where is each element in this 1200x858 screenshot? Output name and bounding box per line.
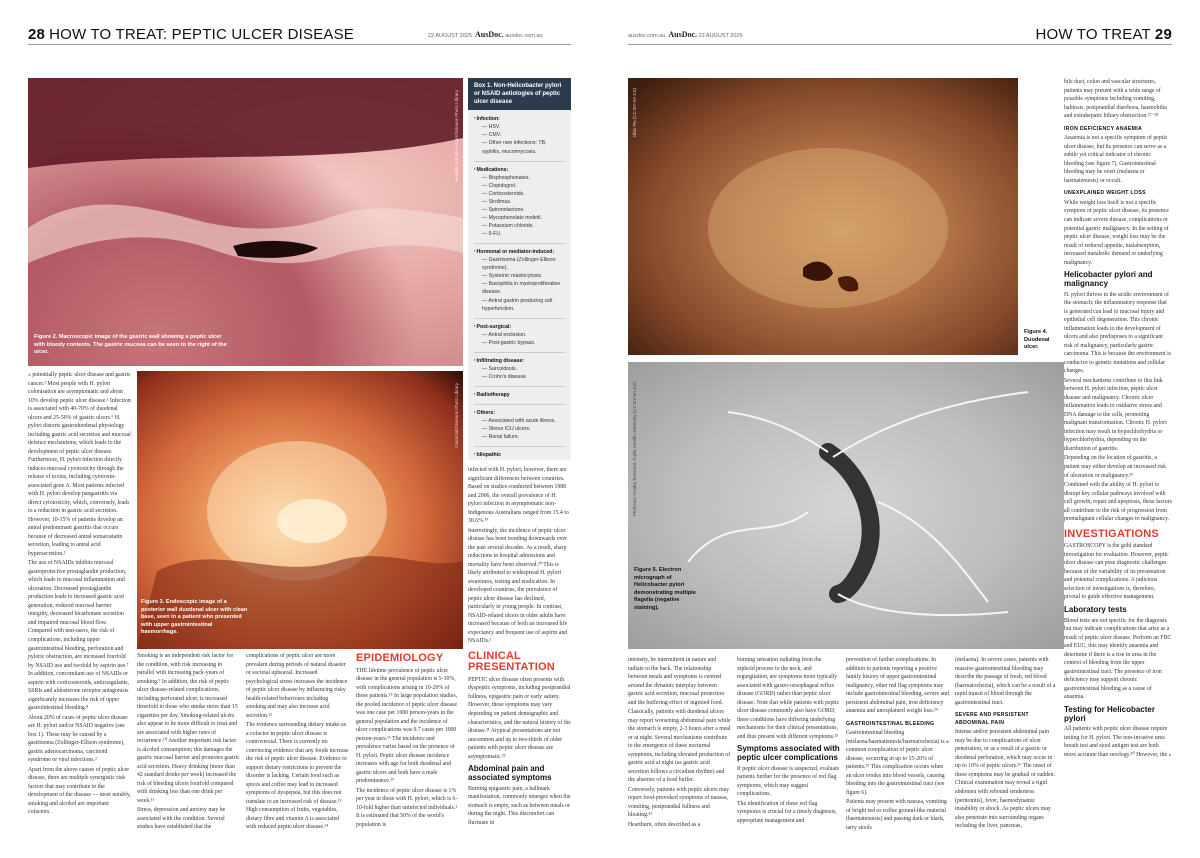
paragraph: Classically, patients with duodenal ulcers may report worsening abdominal pain while the stomach is empty, 2-3 hours after a meal or at night. Several mechanisms contribute to the emergence of these nocturnal symptoms, including elevated production of gastric acid at night (as gastric acid secretion follows a circadian rhythm) and the absence of a food buffer. bbox=[628, 709, 731, 784]
box-1-item: — Sirolimus. bbox=[474, 198, 565, 206]
paragraph: While weight loss itself is not a specific symptom of peptic ulcer disease, its presence can indicate severe disease, complications or potential gastric malignancy. In the setting of peptic ulcer disease, weight loss may be the result of reduced appetite, malabsorption, increased metabolic demand or underlying malignancy. bbox=[1064, 199, 1169, 266]
paragraph: H. pylori thrives in the acidic environment of the stomach; the inflammatory response that is generated can lead to mucosal injury and epithelial cell degeneration. This chronic inflammation leads to the development of ulcers and also predisposes to a significant risk of malignancy, particularly gastric carcinoma. This is because the environment is conducive to genetic mutations and cellular changes. bbox=[1064, 291, 1171, 375]
paragraph: Combined with the ability of H. pylori to disrupt key cellular pathways involved with cell growth, repair and apoptosis, these factors all contribute to the risk of progression from premalignant cellular changes to malignancy. bbox=[1064, 482, 1172, 523]
box-1-item: — 5-FU. bbox=[474, 230, 565, 238]
left-header-rule bbox=[28, 44, 571, 45]
column-1 bbox=[28, 371, 131, 841]
box-1-item: — Potassium chloride. bbox=[474, 222, 565, 230]
box-1-divider bbox=[474, 243, 565, 244]
left-header-meta bbox=[428, 30, 543, 39]
box-1-section bbox=[474, 409, 565, 441]
box-1-title: Box 1. Non-Helicobacter pylori or NSAID aetiologies of peptic ulcer disease bbox=[468, 78, 571, 110]
paragraph: Patients may present with nausea, vomiting of bright red or coffee ground-like material (haematemesis) and passing dark or black, tarry stools bbox=[846, 799, 947, 831]
box-1-divider bbox=[474, 352, 565, 353]
heading-iron-deficiency: IRON DEFICIENCY ANAEMIA bbox=[1064, 125, 1143, 132]
box-1-item: — Bisphosphonates. bbox=[474, 174, 565, 182]
box-1-body bbox=[468, 110, 571, 469]
paragraph: Depending on the location of gastritis, a patient may either develop an increased risk of ulceration or malignancy.²⁹ bbox=[1064, 455, 1167, 479]
paragraph: Apart from the above causes of peptic ulcer disease, there are multiple synergistic risk factors that may contribute to the development of the disease — most notably, smoking and alcohol are important cofactors. bbox=[28, 766, 131, 816]
figure-5-image bbox=[628, 362, 1064, 649]
paragraph: The identification of these red flag symptoms is crucial for a timely diagnosis, appropriate management and bbox=[737, 800, 837, 824]
heading-hpylori-malignancy: Helicobacter pylori and malignancy bbox=[1064, 270, 1153, 288]
box-1-section-title: ▪ Medications: bbox=[474, 166, 565, 174]
right-header-meta bbox=[628, 30, 743, 39]
box-1-item: — Antral gastrin producing cell hyperfunction. bbox=[474, 297, 565, 313]
paragraph: infected with H. pylori; however, there are significant differences between countries. Based on studies conducted between 1988 and 2006, the overall prevalence of H. pylori infection in asymptomatic non-Indigenous Australians ranged from 15.4 to 30.6%.¹⁹ bbox=[468, 467, 569, 525]
box-1-section-title: ▪ Infiltrating disease: bbox=[474, 357, 565, 365]
box-1-divider bbox=[474, 318, 565, 319]
heading-clinical-presentation: CLINICAL PRESENTATION bbox=[468, 649, 555, 674]
box-1-item: — Clopidogrel. bbox=[474, 182, 565, 190]
column-2 bbox=[137, 652, 240, 842]
left-brand: AusDoc. bbox=[475, 30, 504, 39]
figure-4-credit: Ohio Pix (CC BY-SA 3.0) bbox=[632, 88, 637, 138]
box-1-section bbox=[474, 357, 565, 381]
figure-4-image bbox=[628, 78, 1018, 355]
right-header-date: 22 AUGUST 2025 bbox=[698, 33, 743, 39]
right-section-title: HOW TO TREAT bbox=[1035, 26, 1151, 43]
box-1-section-title: ▪ Hormonal or mediator-induced: bbox=[474, 248, 565, 256]
heading-laboratory-tests: Laboratory tests bbox=[1064, 604, 1127, 614]
paragraph: complications of peptic ulcer are more prevalent during periods of natural disaster or societal upheaval. Increased psychological stress increases the incidence of peptic ulcer disease by influencing risky health-related behaviours including smoking and may also increase acid secretion.¹² bbox=[246, 653, 348, 719]
column-4 bbox=[356, 648, 460, 842]
column-7 bbox=[737, 656, 840, 842]
left-page-number: 28 bbox=[28, 26, 46, 43]
paragraph: (melaena). In severe cases, patients with massive gastrointestinal bleeding may describe the passage of fresh, red blood (haematochezia), which can be a result of a rapid transit of blood through the gastrointestinal tract. bbox=[955, 657, 1056, 706]
box-1-section-title: ▪ Others: bbox=[474, 409, 565, 417]
paragraph: GASTROSCOPY is the gold standard investigation for evaluation. However, peptic ulcer disease can pose diagnostic challenges because of the variability of its presentation and potential complications. A judicious selection of investigations is, therefore, pivotal to guide effective management. bbox=[1064, 543, 1169, 601]
paragraph: About 20% of cases of peptic ulcer disease are H. pylori and/or NSAID negative (see box 1). These may be caused by a gastrinoma (Zollinger-Ellison syndrome), gastric adenocarcinoma, carcinoid syndrome or viral infections.² bbox=[28, 714, 128, 764]
box-1-item: — Antral exclusion. bbox=[474, 331, 565, 339]
box-1-divider bbox=[474, 161, 565, 162]
box-1-item: — Associated with acute illness. bbox=[474, 417, 565, 425]
heading-testing-hpylori: Testing for Helicobacter pylori bbox=[1064, 704, 1155, 723]
heading-investigations: INVESTIGATIONS bbox=[1064, 527, 1159, 540]
box-1-section-title: ▪ Radiotherapy bbox=[474, 391, 565, 399]
right-page-number: 29 bbox=[1154, 26, 1172, 43]
box-1-item: — Corticosteroids. bbox=[474, 190, 565, 198]
right-brand: AusDoc. bbox=[668, 30, 698, 39]
column-10 bbox=[1064, 78, 1172, 842]
paragraph: The use of NSAIDs inhibits mucosal gastroprotective prostaglandin production, which leads to mucosal inflammation and ulceration. Decreased prostaglandin production leads to increased gastric acid generation, reduced mucosal barrier integrity, decreased bicarbonate secretion and impaired mucosal blood flow. Compared with non-users, the risk of complications, including upper gastrointestinal bleeding, perforation and pyloric obstruction, are increased fourfold by NSAID use and twofold by aspirin use.⁷ In addition, concomitant use of NSAIDs or aspirin with corticosteroids, anticoagulants, SSRIs and aldosterone receptor antagonists significantly increases the risk of upper gastrointestinal bleeding.⁸ bbox=[28, 560, 129, 712]
figure-5-credit: Professor Yutaka Tsutsumi, Fujita Health University (CC BY-SA 4.0) bbox=[632, 382, 637, 517]
box-1-section bbox=[474, 248, 565, 313]
paragraph: Interestingly, the incidence of peptic ulcer disease has been trending downwards over the past several decades. As a result, sharp reductions in hospital admissions and mortality have been observed.²⁰ This is likely attributed to widespread H. pylori awareness, testing and eradication. In developed countries, the prevalence of peptic ulcer disease has declined, particularly in young people. In contrast, NSAID-related ulcers in older adults have increased because of both an increased life expectancy and frequent use of aspirin and NSAIDs.² bbox=[468, 527, 568, 645]
heading-severe-pain: SEVERE AND PERSISTENT ABDOMINAL PAIN bbox=[955, 712, 1029, 726]
box-1-aetiologies bbox=[468, 78, 571, 460]
right-site: ausdoc.com.au bbox=[628, 33, 666, 39]
column-6 bbox=[628, 656, 731, 842]
box-1-item: — HSV. bbox=[474, 123, 565, 131]
box-1-item: — Spironolactone. bbox=[474, 206, 565, 214]
left-section-title: HOW TO TREAT: PEPTIC ULCER DISEASE bbox=[49, 26, 355, 43]
box-1-item: — Mycophenolate mofetil. bbox=[474, 214, 565, 222]
heading-gi-bleeding: GASTROINTESTINAL BLEEDING bbox=[846, 720, 935, 727]
box-1-section bbox=[474, 166, 565, 239]
box-1-divider bbox=[474, 404, 565, 405]
figure-2-caption: Figure 2. Macroscopic image of the gastric wall showing a peptic ulcer with bloody contents. The gastric mucosa can be seen to the right of the ulcer. bbox=[34, 334, 227, 356]
paragraph: Conversely, patients with peptic ulcers may report food-provoked symptoms of nausea, vomiting, postprandial fullness and bloating.²³ bbox=[628, 786, 730, 819]
box-1-item: — Crohn's disease. bbox=[474, 373, 565, 381]
paragraph: Burning epigastric pain, a hallmark manifestation, commonly emerges when the stomach is empty, such as between meals or during the night. This discomfort can fluctuate in bbox=[468, 785, 571, 826]
paragraph: Stress, depression and anxiety may be associated with the condition. Several studies have established that the bbox=[137, 807, 226, 831]
box-1-section bbox=[474, 115, 565, 155]
paragraph: « potentially peptic ulcer disease and gastric cancer.¹ Most people with H. pylori colonisation are asymptomatic and about 10% develop peptic ulcer disease.¹ Infection is associated with 40-70% of duodenal ulcers and 25-50% of gastric ulcers.⁶ H. pylori distorts gastroduodenal physiology including gastric acid secretion and mucosal defence mechanisms, which leads to the development of peptic ulcer disease. Furthermore, H. pylori infection directly induces mucosal cytotoxicity through the release of toxins, including cytotoxin-associated gene A. Most patients infected with H. pylori develop pangastritis via direct cytotoxicity, which, conversely, leads to a reduction in gastric acid secretion. However, 10-15% of patients develop an antral predominant gastritis that occurs because of decreased antral somatostatin secretion, leading to antral acid hypersecretion.² bbox=[28, 372, 131, 557]
right-header-rule bbox=[628, 44, 1172, 45]
box-1-item: — Systemic mastocytosis. bbox=[474, 272, 565, 280]
box-1-section-title: ▪ Post-surgical: bbox=[474, 323, 565, 331]
box-1-section bbox=[474, 391, 565, 399]
heading-abdominal-pain: Abdominal pain and associated symptoms bbox=[468, 764, 552, 782]
box-1-section bbox=[474, 323, 565, 347]
box-1-item: — Renal failure. bbox=[474, 433, 565, 441]
box-1-item: — Sarcoidosis. bbox=[474, 365, 565, 373]
heading-weight-loss: UNEXPLAINED WEIGHT LOSS bbox=[1064, 190, 1146, 197]
paragraph: intensity, be intermittent in nature and radiate to the back. The relationship between meals and symptoms is centred around the dynamic interplay between gastric acid secretion, mucosal protection and the buffering effect of ingested food. bbox=[628, 657, 725, 706]
paragraph: Anaemia is not a specific symptom of peptic ulcer disease, but its presence can serve as a subtle yet critical indicator of chronic bleeding (see figure 7). Gastrointestinal bleeding may be overt (melaena or haematemesis) or occult. bbox=[1064, 135, 1168, 184]
box-1-item: — Post-gastric bypass. bbox=[474, 339, 565, 347]
left-header-date: 22 AUGUST 2025 bbox=[428, 33, 472, 39]
left-site: ausdoc.com.au bbox=[505, 33, 543, 39]
column-9 bbox=[955, 656, 1058, 842]
column-3 bbox=[246, 652, 349, 842]
paragraph: Blood tests are not specific for the diagnosis but may indicate complications that arise as a result of peptic ulcer disease. Perform an FBC and EUC, this may identify anaemia and determine if there is a rise in urea in the context of bleeding from the upper gastrointestinal tract. The presence of iron deficiency may support chronic gastrointestinal bleeding as a cause of anaemia. bbox=[1064, 617, 1172, 701]
box-1-item: — Gastrinoma (Zollinger-Ellison syndrome). bbox=[474, 256, 565, 272]
figure-3-image bbox=[137, 371, 463, 649]
figure-3-caption: Figure 3. Endoscopic image of a posterior wall duodenal ulcer with clean base, seen in a patient who presented with upper gastrointestinal haemorrhage. bbox=[141, 599, 248, 636]
box-1-divider bbox=[474, 446, 565, 447]
figure-2-credit: Hendrik Schulze-Koops/Science Photo Library bbox=[454, 90, 459, 183]
paragraph: The evidence surrounding dietary intake as a cofactor in peptic ulcer disease is controversial. There is currently no convincing evidence that any foods increase the risk of peptic ulcer disease. Evidence to support dietary restrictions to prevent the disorder is lacking. Certain food such as spices and coffee may lead to increased symptoms of dyspepsia, but this does not translate to an increased risk of disease.¹³ High consumption of fruits, vegetables, dietary fibre and vitamin A is associated with reduced peptic ulcer disease.¹⁴ bbox=[246, 722, 349, 831]
figure-3-credit: Gastrolab/Science Photo Library bbox=[454, 383, 459, 448]
paragraph: Intense and/or persistent abdominal pain may be due to complications of ulcer penetration, or as a result of a gastric or duodenal perforation, which may occur in up to 10% of peptic ulcers.²⁶ The onset of these symptoms may be gradual or sudden. Clinical examination may reveal a rigid abdomen with rebound tenderness (peritonitis), fever, haemodynamic instability or shock. As peptic ulcers may also penetrate into surrounding organs including the liver, pancreas, bbox=[955, 729, 1055, 830]
figure-5-caption: Figure 5. Electron micrograph of Helicobacter pylori demonstrating multiple flagella (negative staining). bbox=[634, 567, 696, 611]
box-1-item: — Other rare infections: TB, syphilis, mucormycosis. bbox=[474, 139, 565, 155]
box-1-item: — Stress ICU ulcers. bbox=[474, 425, 565, 433]
box-1-section-title: ▪ Infection: bbox=[474, 115, 565, 123]
paragraph: The incidence of peptic ulcer disease is 1% per year in those with H. pylori, which is 6-10-fold higher than uninfected individuals.¹ It is estimated that 50% of the world's population is bbox=[356, 787, 458, 828]
box-1-section bbox=[474, 451, 565, 459]
paragraph: Smoking is an independent risk factor for the condition, with risk increasing in parallel with increasing pack-years of smoking.⁹ In addition, the risk of peptic ulcer disease-related complications, including perforated ulcer, is increased threefold in those who smoke more than 15 cigarettes per day. Smoking-related ulcers also appear to be more difficult to treat and are associated with higher rates of recurrence.¹⁰ Another important risk factor is alcohol consumption; this damages the gastric mucosal barrier and promotes gastric acid secretion. Heavy drinking (more than 42 standard drinks per week) increased the risk of bleeding ulcers fourfold compared with drinking less than one drink per week.¹¹ bbox=[137, 653, 240, 804]
paragraph: All patients with peptic ulcer disease require testing for H. pylori. The non-invasive urea breath test and stool antigen test are both more accurate than serology.³⁰ However, the » bbox=[1064, 726, 1172, 758]
right-page-header bbox=[1035, 26, 1172, 43]
figure-4-caption: Figure 4. Duodenal ulcer. bbox=[1024, 329, 1050, 351]
box-1-item: — Basophilia in myeloproliferative disease. bbox=[474, 280, 565, 296]
ulcer-illustration bbox=[28, 78, 463, 366]
column-5 bbox=[468, 466, 571, 842]
paragraph: Heartburn, often described as a bbox=[628, 821, 701, 828]
paragraph: Several mechanisms contribute to this link between H. pylori infection, peptic ulcer disease and malignancy. Chronic ulcer inflammation leads to oxidative stress and DNA damage to the cells, promoting malignant transformation. Chronic H. pylori infection may result in hypochlorhydria or hyperchlorhydria, depending on the distribution of gastritis. bbox=[1064, 377, 1167, 452]
figure-2-image bbox=[28, 78, 463, 366]
paragraph: burning sensation radiating from the xiphoid process to the neck, and regurgitation, are symptoms more typically associated with gastro-oesophageal reflux disease (GORD) rather than peptic ulcer disease. Note that while patients with peptic ulcer disease commonly also have GORD, these conditions have differing underlying mechanisms for their clinical presentations, and thus present with different symptoms.²³ bbox=[737, 657, 840, 740]
paragraph: bile duct, colon and vascular structures, patients may present with a wide range of possible symptoms including vomiting, halitosis, postprandial diarrhoea, haemobilia and extrahepatic biliary obstruction.²⁷⁻²⁸ bbox=[1064, 79, 1167, 120]
paragraph: prevention of further complications. In addition to patients reporting a positive family history of upper gastrointestinal malignancy, other red flag symptoms may include gastrointestinal bleeding, severe and persistent abdominal pain, iron deficiency anaemia and unexplained weight loss.²⁴ bbox=[846, 657, 949, 715]
paragraph: PEPTIC ulcer disease often presents with dyspeptic symptoms, including postprandial fullness, epigastric pain or early satiety. However, these symptoms may vary depending on patient demographic and characteristics, and the natural history of the disease.²¹ Atypical presentations are not uncommon and up to two-thirds of older patients with peptic ulcer disease are asymptomatic.²² bbox=[468, 676, 571, 760]
paragraph: THE lifetime prevalence of peptic ulcer disease in the general population is 5-10%, with complications arising in 10-20% of these patients.¹⁵ In large population studies, the pooled incidence of peptic ulcer disease was one case per 1000 person-years in the general population and the incidence of ulcer complications was 0.7 cases per 1000 person-years.¹⁶ The incidence and prevalence varies based on the presence of H. pylori. Peptic ulcer disease incidence increases with age for both duodenal and gastric ulcers and both have a male predominance.¹⁶ bbox=[356, 667, 458, 785]
paragraph: If peptic ulcer disease is suspected, evaluate patients further for the presence of red flag symptoms, which may suggest complications. bbox=[737, 765, 840, 798]
heading-epidemiology: EPIDEMIOLOGY bbox=[356, 652, 444, 664]
column-8 bbox=[846, 656, 949, 842]
heading-complications: Symptoms associated with peptic ulcer complications bbox=[737, 744, 840, 762]
left-page-header bbox=[28, 26, 354, 43]
duodenal-ulcer-illustration bbox=[628, 78, 1018, 355]
paragraph: Gastrointestinal bleeding (melaena/haematemesis/haematochezia) is a common complication of peptic ulcer disease, occurring in up to 15-20% of patients.²⁵ This complication occurs when an ulcer erodes into blood vessels, causing bleeding into the gastrointestinal tract (see figure 6). bbox=[846, 730, 949, 796]
box-1-item: — CMV. bbox=[474, 131, 565, 139]
box-1-section-title: ▪ Idiopathic bbox=[474, 451, 565, 459]
box-1-divider bbox=[474, 386, 565, 387]
